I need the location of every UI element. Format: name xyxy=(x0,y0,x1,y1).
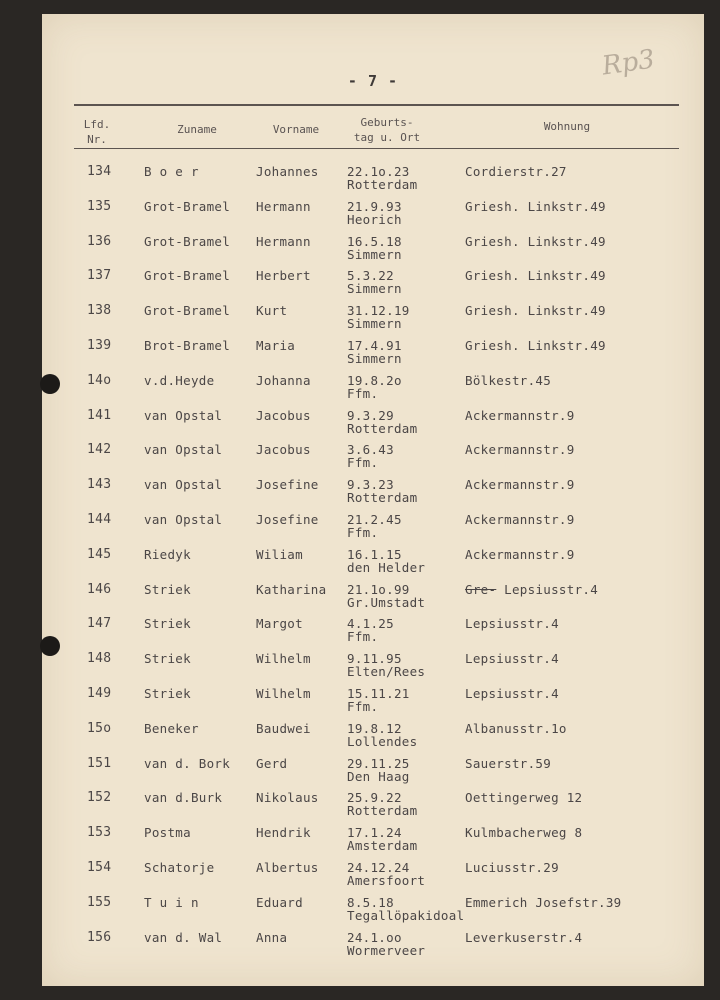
row-birth-place: den Helder xyxy=(347,559,426,575)
row-address-text: Griesh. Linkstr.49 xyxy=(465,198,606,214)
table-row xyxy=(42,374,704,408)
row-address-text: Ackermannstr.9 xyxy=(465,546,575,562)
row-birth-place: Heorich xyxy=(347,211,402,227)
row-birth-place: Simmern xyxy=(347,246,402,262)
row-address-text: Ackermannstr.9 xyxy=(465,477,575,493)
table-row xyxy=(42,443,704,477)
table-row xyxy=(42,165,704,199)
table-row xyxy=(42,757,704,791)
table-row xyxy=(42,269,704,303)
row-number: 137 xyxy=(87,268,112,284)
row-vorname: Eduard xyxy=(256,894,303,910)
row-zuname: Brot-Bramel xyxy=(144,338,231,353)
row-address-text: Griesh. Linkstr.49 xyxy=(465,338,606,353)
row-address-text: Lepsiusstr.4 xyxy=(465,651,559,667)
row-address xyxy=(465,165,567,179)
row-address-text: Luciusstr.29 xyxy=(465,860,559,875)
header-vorname: Vorname xyxy=(272,123,320,136)
row-zuname: v.d.Heyde xyxy=(144,372,215,388)
row-zuname: T u i n xyxy=(144,894,199,910)
row-birth-date: 19.8.12 xyxy=(347,720,402,736)
row-zuname: Striek xyxy=(144,651,191,667)
row-birth-date: 5.3.22 xyxy=(347,268,394,284)
row-address xyxy=(465,861,559,875)
row-vorname: Wilhelm xyxy=(256,686,311,701)
row-zuname: Grot-Bramel xyxy=(144,268,231,284)
row-number: 155 xyxy=(87,894,112,910)
row-birth-place: Ffm. xyxy=(347,629,379,645)
row-number: 145 xyxy=(87,546,112,562)
row-birth-place: Rotterdam xyxy=(347,803,418,819)
row-number: 151 xyxy=(87,755,112,771)
row-address xyxy=(465,722,567,736)
row-birth-date: 3.6.43 xyxy=(347,442,394,458)
row-zuname: Grot-Bramel xyxy=(144,198,231,214)
row-address-text: Lepsiusstr.4 xyxy=(465,616,559,632)
row-address-text: Ackermannstr.9 xyxy=(465,407,575,423)
row-address-text: Bölkestr.45 xyxy=(465,372,552,388)
row-address xyxy=(465,757,551,771)
header-zuname: Zuname xyxy=(177,123,217,136)
row-address xyxy=(465,478,575,492)
row-number: 143 xyxy=(87,477,112,493)
row-birth-place: Ffm. xyxy=(347,699,379,714)
row-zuname: Schatorje xyxy=(144,860,215,875)
row-number: 134 xyxy=(87,164,112,179)
row-number: 139 xyxy=(87,338,112,353)
row-address-text: Kulmbacherweg 8 xyxy=(465,825,583,841)
row-vorname: Baudwei xyxy=(256,720,311,736)
table-row xyxy=(42,652,704,686)
row-vorname: Margot xyxy=(256,616,303,632)
page-number: - 7 - xyxy=(347,72,399,90)
row-address xyxy=(465,200,606,214)
row-number: 156 xyxy=(87,929,112,945)
row-vorname: Albertus xyxy=(256,860,319,875)
row-birth-place: Den Haag xyxy=(347,768,410,784)
row-vorname: Jacobus xyxy=(256,407,311,423)
row-address-struck: Gre- xyxy=(465,581,497,597)
row-vorname: Herbert xyxy=(256,268,311,284)
row-zuname: Striek xyxy=(144,686,191,701)
table-row xyxy=(42,826,704,860)
row-birth-place: Simmern xyxy=(347,316,402,332)
row-birth-date: 17.4.91 xyxy=(347,338,402,353)
row-address-text: Lepsiusstr.4 xyxy=(504,581,599,597)
row-birth-date: 15.11.21 xyxy=(347,686,410,701)
row-birth-place: Amersfoort xyxy=(347,873,426,888)
row-address xyxy=(465,652,559,666)
row-birth-date: 24.12.24 xyxy=(347,860,410,875)
row-number: 149 xyxy=(87,686,112,701)
row-birth-date: 8.5.18 xyxy=(347,894,394,910)
row-address-text: Griesh. Linkstr.49 xyxy=(465,233,606,249)
row-birth-date: 4.1.25 xyxy=(347,616,394,632)
row-number: 153 xyxy=(87,825,112,841)
row-vorname: Maria xyxy=(256,338,296,353)
table-row xyxy=(42,583,704,617)
row-number: 144 xyxy=(87,512,112,527)
row-address-text: Lepsiusstr.4 xyxy=(465,686,559,701)
row-address-text: Oettingerweg 12 xyxy=(465,790,583,806)
row-address xyxy=(465,304,606,318)
row-birth-place: Gr.Umstadt xyxy=(347,594,426,610)
row-address-text: Sauerstr.59 xyxy=(465,755,552,771)
row-vorname: Johanna xyxy=(256,372,311,388)
row-birth-date: 29.11.25 xyxy=(347,755,410,771)
row-vorname: Josefine xyxy=(256,477,319,493)
table-row xyxy=(42,235,704,269)
row-birth-place: Simmern xyxy=(347,351,402,366)
row-vorname: Anna xyxy=(256,929,288,945)
row-birth-date: 21.9.93 xyxy=(347,198,402,214)
row-number: 154 xyxy=(87,860,112,875)
row-address xyxy=(465,791,582,805)
row-vorname: Wiliam xyxy=(256,546,303,562)
row-zuname: van Opstal xyxy=(144,512,223,527)
row-zuname: van d. Wal xyxy=(144,929,223,945)
row-birth-place: Ffm. xyxy=(347,525,379,540)
row-address xyxy=(465,235,606,249)
table-row xyxy=(42,617,704,651)
row-zuname: van Opstal xyxy=(144,407,223,423)
row-vorname: Wilhelm xyxy=(256,651,311,667)
row-number: 138 xyxy=(87,303,112,319)
row-number: 142 xyxy=(87,442,112,458)
table-row xyxy=(42,513,704,547)
row-address-text: Leverkuserstr.4 xyxy=(465,929,583,945)
row-birth-place: Ffm. xyxy=(347,455,379,471)
row-address xyxy=(465,548,575,562)
row-birth-date: 19.8.2o xyxy=(347,372,402,388)
row-vorname: Josefine xyxy=(256,512,319,527)
row-number: 141 xyxy=(87,407,112,423)
row-number: 135 xyxy=(87,198,112,214)
row-number: 146 xyxy=(87,581,112,597)
row-zuname: Beneker xyxy=(144,720,199,736)
row-birth-place: Rotterdam xyxy=(347,420,418,436)
row-zuname: B o e r xyxy=(144,164,199,179)
table-row xyxy=(42,896,704,930)
row-number: 152 xyxy=(87,790,112,806)
row-birth-date: 16.5.18 xyxy=(347,233,402,249)
header-wohnung: Wohnung xyxy=(543,120,591,133)
row-birth-date: 21.1o.99 xyxy=(347,581,410,597)
row-zuname: van d. Bork xyxy=(144,755,231,771)
row-birth-place: Simmern xyxy=(347,281,402,297)
table-row xyxy=(42,931,704,965)
row-address-text: Albanusstr.1o xyxy=(465,720,567,736)
row-number: 15o xyxy=(87,720,112,736)
header-geburt-line1: Geburts- xyxy=(360,116,414,129)
table-row xyxy=(42,478,704,512)
row-birth-date: 21.2.45 xyxy=(347,512,402,527)
row-address xyxy=(465,409,575,423)
row-zuname: van d.Burk xyxy=(144,790,223,806)
table-row xyxy=(42,339,704,373)
row-zuname: van Opstal xyxy=(144,477,223,493)
row-birth-date: 9.11.95 xyxy=(347,651,402,667)
row-zuname: Riedyk xyxy=(144,546,191,562)
table-row xyxy=(42,791,704,825)
row-address xyxy=(465,339,606,353)
row-number: 147 xyxy=(87,616,112,632)
row-birth-place: Rotterdam xyxy=(347,490,418,506)
row-address xyxy=(465,513,575,527)
table-row xyxy=(42,304,704,338)
table-row xyxy=(42,409,704,443)
document-page xyxy=(42,14,704,986)
table-row xyxy=(42,548,704,582)
row-zuname: Striek xyxy=(144,616,191,632)
row-birth-date: 25.9.22 xyxy=(347,790,402,806)
register-table xyxy=(42,14,704,986)
row-birth-place: Amsterdam xyxy=(347,838,418,854)
row-address xyxy=(465,896,622,910)
row-birth-place: Lollendes xyxy=(347,733,418,749)
row-zuname: Grot-Bramel xyxy=(144,233,231,249)
row-address-text: Ackermannstr.9 xyxy=(465,512,575,527)
header-nr-line1: Lfd. xyxy=(83,118,111,131)
table-row xyxy=(42,722,704,756)
row-birth-place: Rotterdam xyxy=(347,177,418,192)
table-row xyxy=(42,687,704,721)
row-address xyxy=(465,583,598,597)
row-address xyxy=(465,931,582,945)
row-address xyxy=(465,617,559,631)
handwritten-annotation: Rp3 xyxy=(600,44,657,82)
row-birth-place: Elten/Rees xyxy=(347,664,426,680)
row-zuname: van Opstal xyxy=(144,442,223,458)
row-zuname: Striek xyxy=(144,581,191,597)
row-vorname: Johannes xyxy=(256,164,319,179)
row-number: 148 xyxy=(87,651,112,667)
row-vorname: Kurt xyxy=(256,303,288,319)
row-address xyxy=(465,687,559,701)
row-birth-place: Tegallöpakidoal xyxy=(347,907,465,923)
row-vorname: Hermann xyxy=(256,198,311,214)
row-address-text: Ackermannstr.9 xyxy=(465,442,575,458)
row-vorname: Hendrik xyxy=(256,825,311,841)
row-birth-date: 16.1.15 xyxy=(347,546,402,562)
row-vorname: Katharina xyxy=(256,581,327,597)
row-address xyxy=(465,826,582,840)
row-zuname: Postma xyxy=(144,825,191,841)
row-address-text: Griesh. Linkstr.49 xyxy=(465,268,606,284)
row-address-text: Emmerich Josefstr.39 xyxy=(465,894,622,910)
row-vorname: Nikolaus xyxy=(256,790,319,806)
row-address xyxy=(465,443,575,457)
row-birth-place: Ffm. xyxy=(347,385,379,401)
row-zuname: Grot-Bramel xyxy=(144,303,231,319)
row-birth-date: 24.1.oo xyxy=(347,929,402,945)
row-number: 14o xyxy=(87,372,112,388)
row-address xyxy=(465,374,551,388)
row-address-text: Cordierstr.27 xyxy=(465,164,567,179)
row-address-text: Griesh. Linkstr.49 xyxy=(465,303,606,319)
row-birth-place: Wormerveer xyxy=(347,942,426,958)
row-address xyxy=(465,269,606,283)
row-vorname: Gerd xyxy=(256,755,288,771)
table-row xyxy=(42,200,704,234)
row-birth-date: 9.3.23 xyxy=(347,477,394,493)
row-birth-date: 31.12.19 xyxy=(347,303,410,319)
row-number: 136 xyxy=(87,233,112,249)
header-nr-line2: Nr. xyxy=(87,133,107,146)
row-birth-date: 17.1.24 xyxy=(347,825,402,841)
row-vorname: Hermann xyxy=(256,233,311,249)
table-row xyxy=(42,861,704,895)
row-birth-date: 9.3.29 xyxy=(347,407,394,423)
row-birth-date: 22.1o.23 xyxy=(347,164,410,179)
header-geburt-line2: tag u. Ort xyxy=(353,131,421,144)
row-vorname: Jacobus xyxy=(256,442,311,458)
